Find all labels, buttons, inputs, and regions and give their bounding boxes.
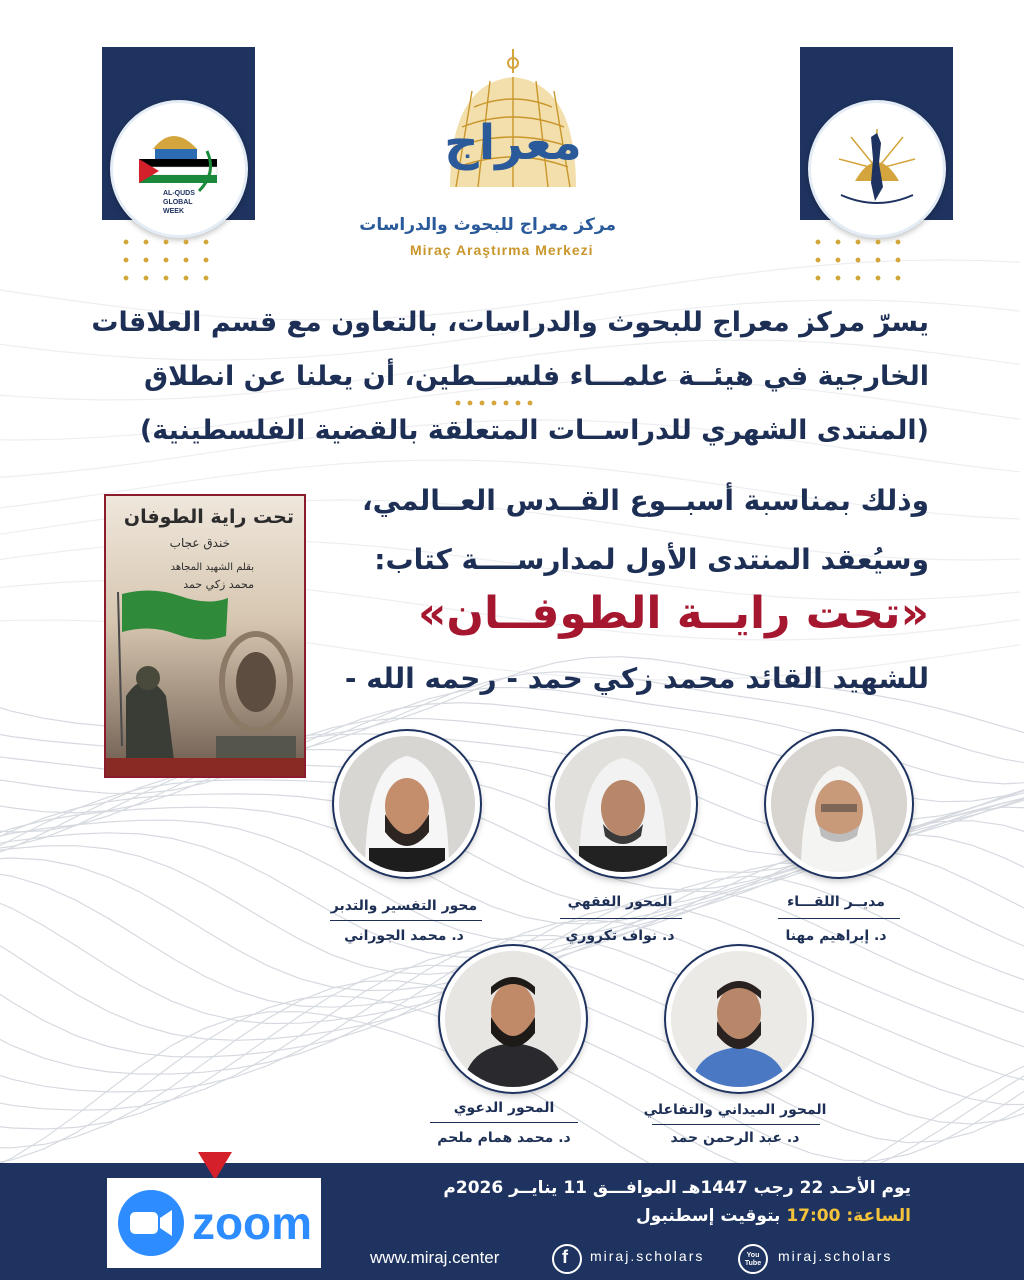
logo-word: معراج	[444, 115, 582, 171]
miraj-logo	[359, 47, 626, 265]
speaker-name-1: د. إبراهيم مهنا	[785, 928, 887, 944]
zoom-label: zoom	[191, 1197, 313, 1249]
speaker-role-5: المحور الدعوي	[453, 1100, 555, 1116]
book-cover-image	[104, 494, 306, 778]
facebook-handle[interactable]: miraj.scholars	[590, 1248, 705, 1264]
left-gold-dots	[116, 233, 222, 285]
speaker-name-3: د. محمد الجوراني	[344, 928, 464, 944]
zoom-button[interactable]	[107, 1178, 321, 1268]
al-quds-week-badge	[110, 100, 248, 238]
time-label: الساعة:	[846, 1206, 911, 1226]
left-banner	[102, 47, 255, 220]
speaker-role-1: مديــر اللقـــاء	[787, 894, 885, 910]
intro-line-1: يسرّ مركز معراج للبحوث والدراسات، بالتعاون مع قسم العلاقات	[91, 307, 929, 338]
speaker-divider-4	[652, 1124, 820, 1125]
badge-line1: AL-QUDS	[163, 190, 195, 197]
website-link[interactable]: www.miraj.center	[370, 1248, 500, 1267]
book-cover-art	[106, 496, 304, 776]
event-time	[636, 1206, 911, 1226]
youtube-icon-label: You Tube	[744, 1252, 762, 1267]
speaker-name-4: د. عبد الرحمن حمد	[670, 1130, 800, 1146]
time-value: 17:00	[786, 1206, 841, 1226]
speaker-name-5: د. محمد همام ملحم	[437, 1130, 571, 1146]
speaker-divider-5	[430, 1122, 578, 1123]
youtube-icon[interactable]	[738, 1244, 768, 1274]
intro-line-3: (المنتدى الشهري للدراســات المتعلقة بالقضية الفلسطينية)	[139, 415, 929, 446]
speaker-role-4: المحور الميداني والتفاعلي	[643, 1102, 827, 1118]
speaker-divider-2	[560, 918, 682, 919]
palestine-scholars-logo	[811, 103, 943, 235]
badge-line2: GLOBAL	[163, 199, 193, 206]
zoom-camera-icon	[116, 1188, 186, 1258]
logo-name-ar: مركز معراج للبحوث والدراسات	[359, 215, 616, 235]
book-cover-subtitle: خندق عجاب	[169, 536, 230, 550]
speaker-photo-mohammed-humam-melhem	[440, 946, 586, 1092]
event-date: يوم الأحـد 22 رجب 1447هـ الموافـــق 11 ينايــر 2026م	[443, 1178, 911, 1198]
right-gold-dots	[808, 233, 914, 285]
speaker-divider-3	[330, 920, 482, 921]
al-quds-week-logo	[113, 103, 245, 235]
palestine-scholars-badge	[808, 100, 946, 238]
logo-name-tr: Miraç Araştırma Merkezi	[410, 242, 594, 258]
book-author-line: للشهيد القائد محمد زكي حمد - رحمه الله -	[344, 662, 929, 695]
speaker-photo-ibrahim-mhanna	[766, 731, 912, 877]
speaker-photo-mohammed-jourani	[334, 731, 480, 877]
speaker-photo-nawaf-takrouri	[550, 731, 696, 877]
intro-line-2: الخارجية في هيئــة علمـــاء فلســـطين، أن يعلنا عن انطلاق	[143, 361, 929, 392]
youtube-handle[interactable]: miraj.scholars	[778, 1248, 893, 1264]
speaker-divider-1	[778, 918, 900, 919]
badge-line3: WEEK	[163, 208, 184, 215]
book-cover-author: محمد زكي حمد	[183, 578, 254, 591]
facebook-icon[interactable]: f	[552, 1244, 582, 1274]
book-cover-title: تحت راية الطوفان	[123, 506, 294, 528]
speaker-photo-abdulrahman-hamad	[666, 946, 812, 1092]
speaker-role-3: محور التفسير والتدبر	[330, 898, 478, 914]
book-cover-author-label: بقلم الشهيد المجاهد	[170, 562, 254, 573]
dome-icon	[400, 47, 626, 207]
speaker-name-2: د. نواف تكروري	[565, 928, 675, 944]
speaker-role-2: المحور الفقهي	[567, 894, 673, 910]
book-title: «تحت رايــة الطوفــان»	[417, 588, 929, 639]
time-tz: بتوقيت إسطنبول	[636, 1206, 781, 1226]
occasion-text: وذلك بمناسبة أسبــوع القــدس العــالمي،	[362, 484, 929, 517]
forum-intro-text: وسيُعقد المنتدى الأول لمدارســــة كتاب:	[374, 543, 929, 576]
right-banner	[800, 47, 953, 220]
